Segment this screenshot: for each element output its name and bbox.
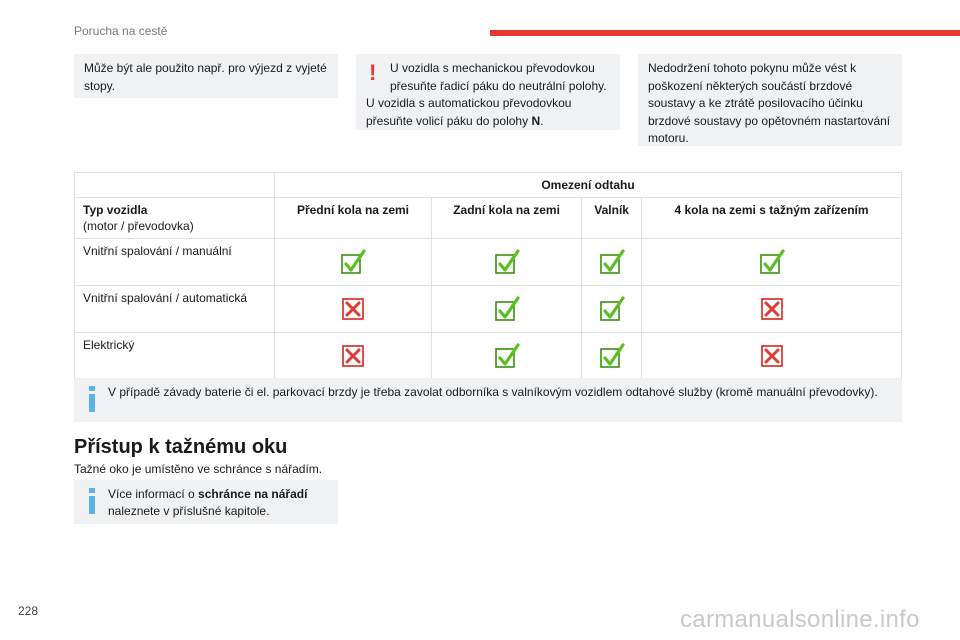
check-icon: [599, 296, 625, 322]
table-cell: [431, 333, 581, 380]
column-header-four-wheels: 4 kola na zemi s tažným zařízením: [642, 198, 902, 239]
watermark: carmanualsonline.info: [680, 606, 920, 633]
table-cell: [642, 286, 902, 333]
table-cell: [582, 286, 642, 333]
info-icon: [86, 488, 98, 514]
info-toolbox-text: Více informací o schránce na nářadí naleznete v příslušné kapitole.: [108, 487, 308, 518]
column-header-rear-wheels: Zadní kola na zemi: [431, 198, 581, 239]
table-cell: [582, 239, 642, 286]
table-corner-cell: [75, 173, 275, 198]
table-row: [75, 239, 902, 286]
table-group-header: Omezení odtahu: [275, 173, 902, 198]
check-icon: [494, 296, 520, 322]
column-header-front-wheels: Přední kola na zemi: [275, 198, 432, 239]
table-row: [75, 333, 902, 380]
table-cell: [275, 333, 432, 380]
table-cell: [431, 239, 581, 286]
page-number: 228: [18, 604, 39, 618]
check-icon: [494, 249, 520, 275]
towing-restrictions-table: [74, 172, 902, 380]
note-box-left: [74, 54, 338, 98]
info-box-toolbox: [74, 480, 338, 524]
warning-text-manual: U vozidla s mechanickou převodovkou přesuňte řadicí páku do neutrální polohy.: [390, 61, 607, 93]
check-icon: [759, 249, 785, 275]
table-cell: [582, 333, 642, 380]
row-label: Vnitřní spalování / automatická: [75, 286, 275, 333]
note-right-text: Nedodržení tohoto pokynu může vést k poškození některých součástí brzdové soustavy a ke ztrátě posilovacího účinku brzdové soustavy po opětovném nastartování motoru.: [648, 61, 891, 145]
table-type-header: Typ vozidla (motor / převodovka): [75, 198, 275, 239]
check-icon: [599, 249, 625, 275]
table-cell: [642, 239, 902, 286]
table-cell: [275, 239, 432, 286]
section-title: Přístup k tažnému oku: [74, 436, 288, 458]
table-cell: [275, 286, 432, 333]
cross-icon: [759, 296, 785, 322]
warning-exclamation-icon: !: [369, 60, 377, 85]
note-box-right: [638, 54, 902, 146]
check-icon: [494, 343, 520, 369]
header-accent-bar: [490, 30, 960, 36]
table-cell: [642, 333, 902, 380]
warning-text-automatic: U vozidla s automatickou převodovkou přesuňte volicí páku do polohy N.: [366, 96, 572, 128]
section-text: Tažné oko je umístěno ve schránce s nářadím.: [74, 462, 323, 476]
info-box-battery: [74, 378, 902, 422]
row-label: Elektrický: [75, 333, 275, 380]
column-header-flatbed: Valník: [582, 198, 642, 239]
cross-icon: [340, 296, 366, 322]
row-label: Vnitřní spalování / manuální: [75, 239, 275, 286]
info-icon: [86, 386, 98, 412]
warning-box: [356, 54, 620, 130]
table-row: [75, 286, 902, 333]
check-icon: [340, 249, 366, 275]
info-battery-text: V případě závady baterie či el. parkovací brzdy je třeba zavolat odborníka s valníkovým vozidlem odtahové služby (kromě manuální převodovky).: [108, 385, 878, 399]
page-header-title: Porucha na cestě: [74, 24, 168, 38]
cross-icon: [759, 343, 785, 369]
table-cell: [431, 286, 581, 333]
cross-icon: [340, 343, 366, 369]
note-left-text: Může být ale použito např. pro výjezd z vyjeté stopy.: [84, 61, 327, 93]
check-icon: [599, 343, 625, 369]
